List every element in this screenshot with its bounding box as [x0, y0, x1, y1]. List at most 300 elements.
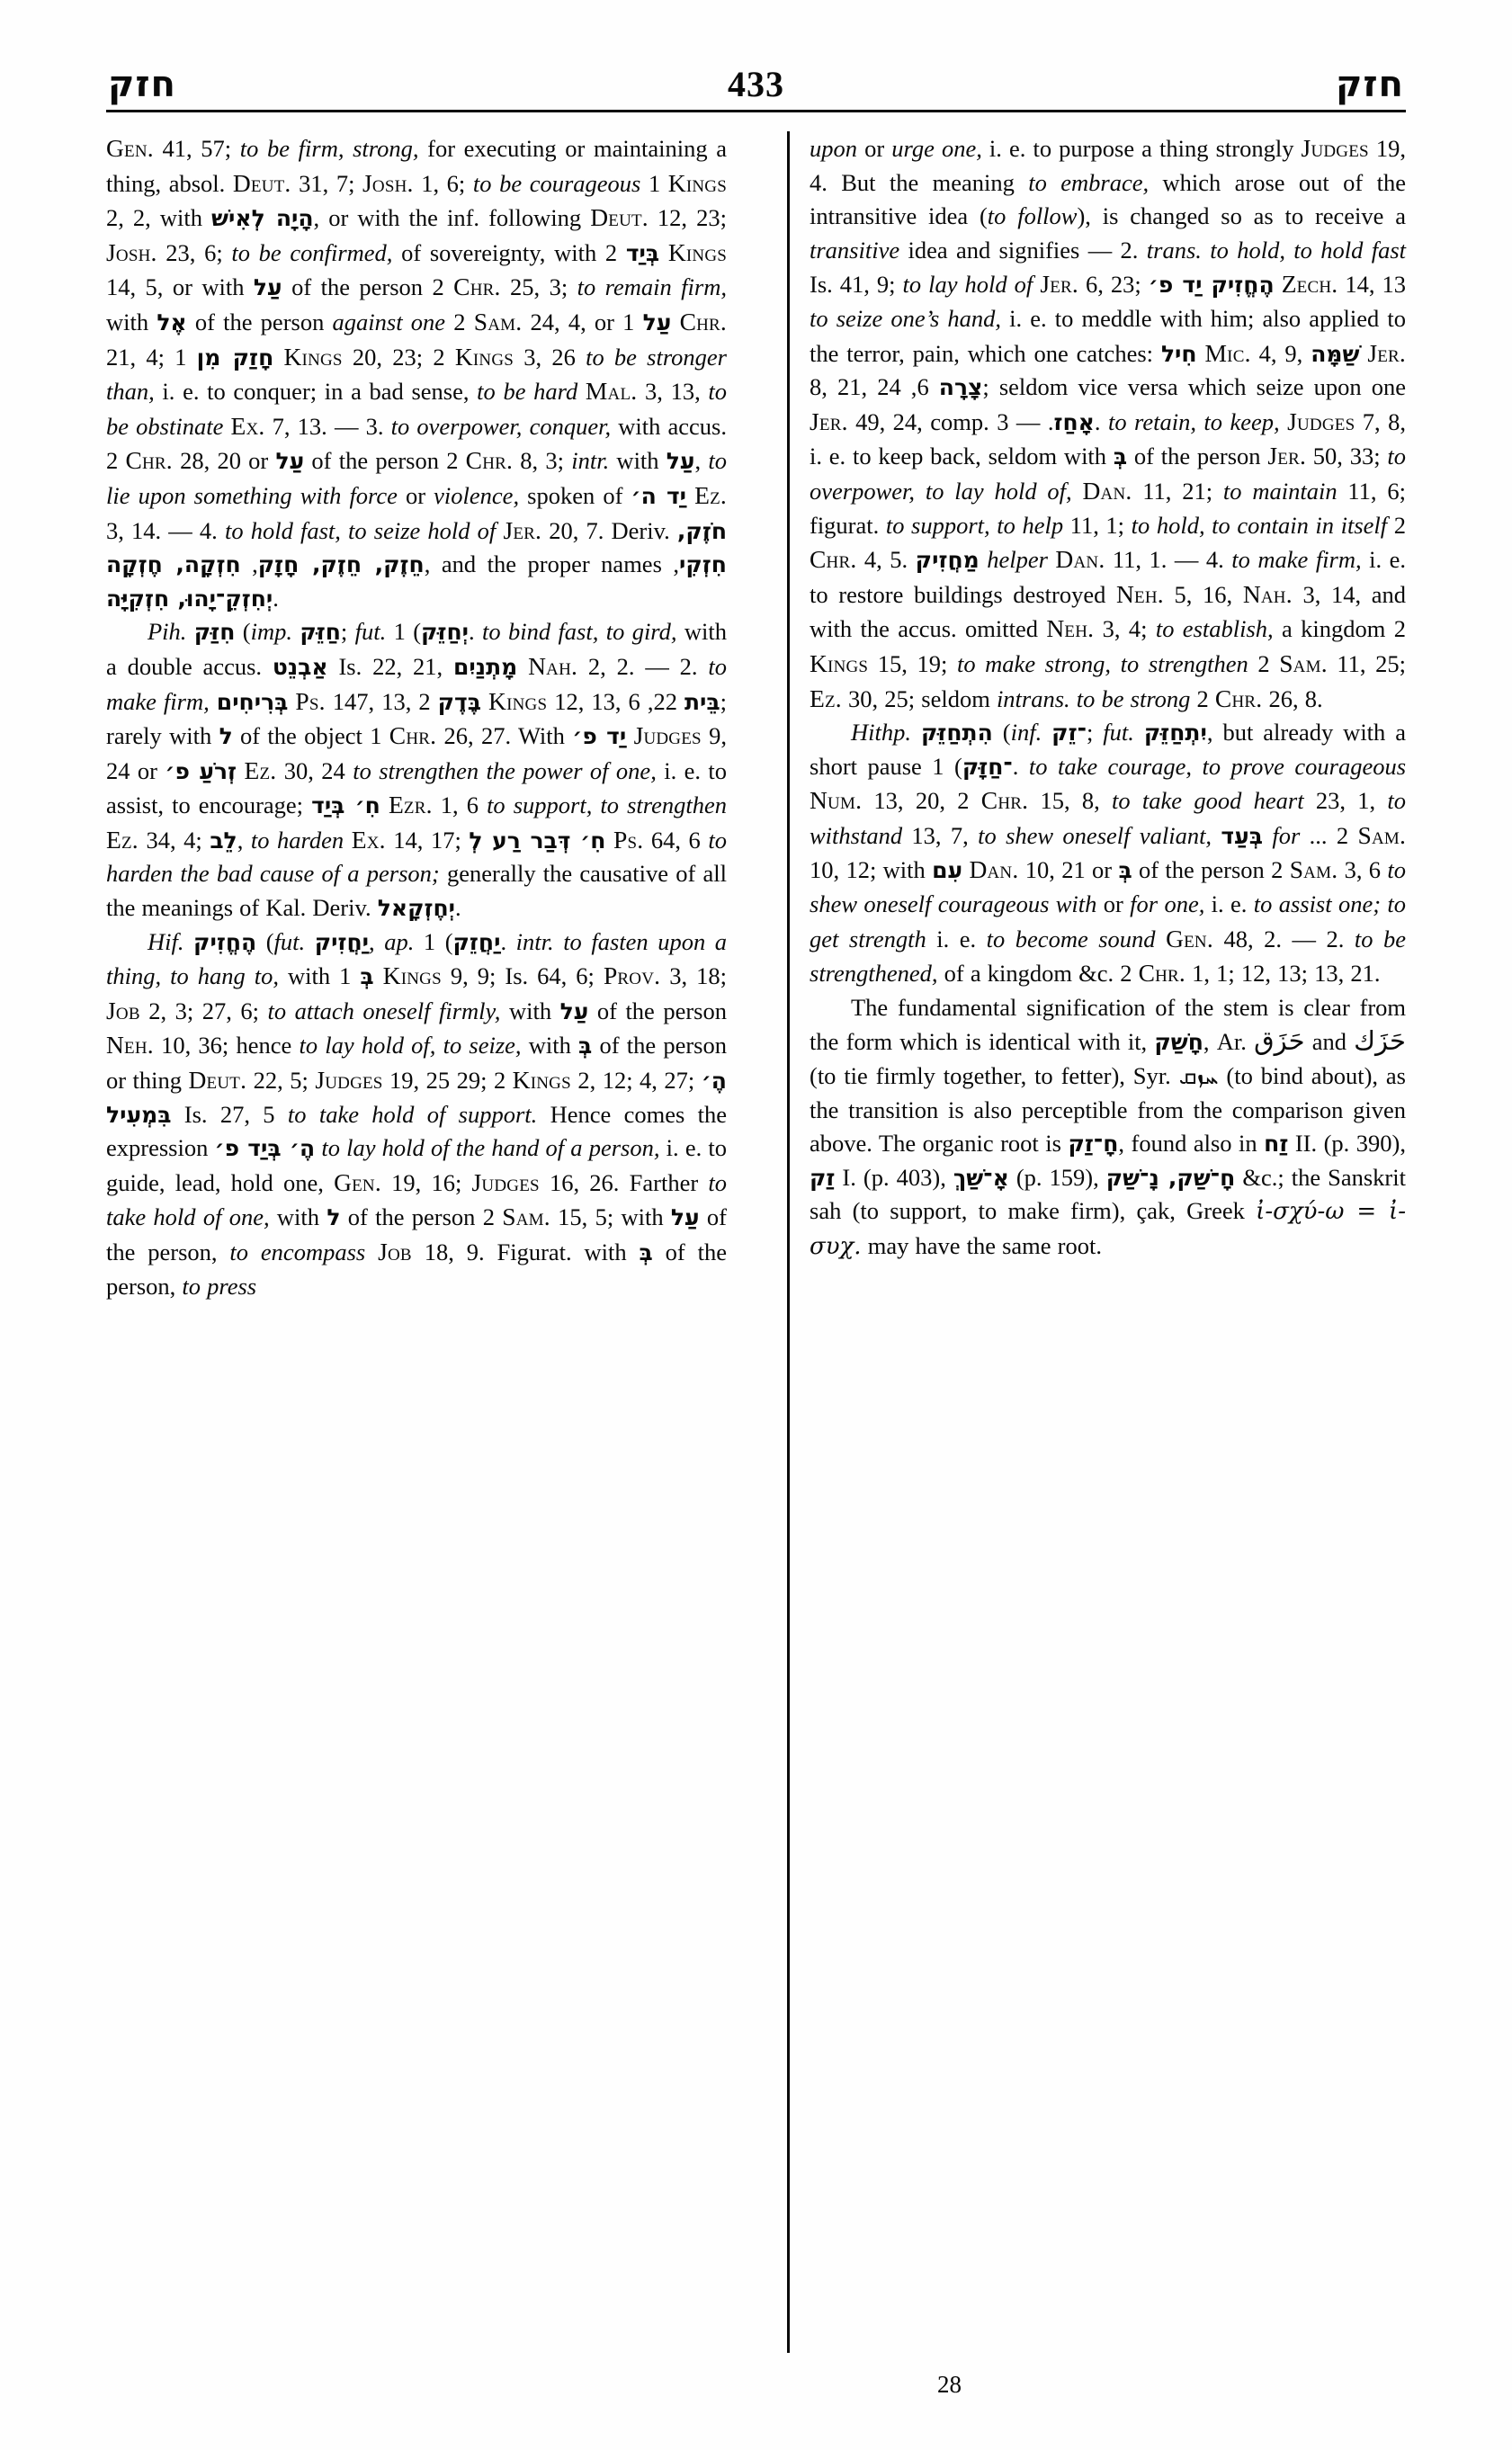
hebrew-word: מָתְנַיִם	[453, 653, 518, 680]
italic-gloss: to support, to help	[885, 511, 1064, 539]
scripture-reference: Kings	[810, 648, 869, 677]
hebrew-word: הֶחֱזִיק	[193, 928, 257, 955]
body-text	[1263, 822, 1272, 849]
hebrew-word: עַל	[275, 448, 305, 475]
body-text: spoken of	[519, 481, 631, 509]
body-text: 2, 2, with	[106, 204, 212, 232]
hebrew-word: ־חַזָּק	[962, 753, 1013, 780]
scripture-reference: Ez.	[106, 825, 139, 854]
syriac-word: ܚܙܩ	[1178, 1062, 1219, 1091]
body-text	[1156, 925, 1167, 952]
body-text	[626, 722, 633, 749]
scripture-reference: Judges	[315, 1066, 383, 1095]
body-text: 7, 13. — 3.	[264, 412, 391, 440]
hebrew-word: בֶּדֶק	[437, 688, 481, 715]
hebrew-word: חָ־זַק	[1068, 1131, 1119, 1158]
body-text: 12, 23;	[648, 204, 727, 232]
body-text	[184, 928, 194, 955]
body-text: 4, 5.	[856, 546, 916, 574]
body-text: i. e. to guide, lead, hold one,	[106, 1134, 728, 1196]
italic-gloss: fut.	[1103, 719, 1134, 747]
scripture-reference: Sam.	[502, 1203, 550, 1231]
scripture-reference: Jer.	[503, 515, 542, 544]
body-text: ) 1.	[932, 752, 1029, 780]
hebrew-word: אֶל	[157, 308, 187, 335]
body-text	[517, 653, 528, 680]
body-text: 1, 6	[432, 791, 488, 819]
body-text	[686, 482, 694, 509]
body-text: .	[273, 584, 279, 612]
hebrew-word: הֶ׳ בְּיַד פ׳	[214, 1135, 316, 1162]
body-text: ) 1.	[423, 927, 516, 955]
scripture-reference: Neh.	[106, 1031, 154, 1060]
body-text: 1	[640, 169, 668, 197]
body-text	[1275, 271, 1282, 298]
scripture-reference: Chr.	[125, 446, 173, 475]
body-text: with	[279, 962, 340, 990]
hebrew-word: לֵב	[210, 827, 237, 854]
body-text: 15, 19;	[868, 649, 957, 677]
hebrew-word: בְּיַד	[625, 239, 660, 266]
scripture-reference: Kings	[283, 342, 343, 371]
hebrew-word: זַק	[810, 1164, 836, 1191]
hebrew-word: חַזֵּק	[300, 619, 341, 646]
body-text: 26, 27. With	[436, 722, 573, 750]
italic-gloss: to make firm,	[1231, 546, 1362, 574]
body-text	[980, 546, 988, 573]
italic-gloss: to remain firm,	[577, 273, 727, 301]
body-text: 1	[174, 343, 284, 371]
scripture-reference: Job	[106, 996, 140, 1024]
italic-gloss: to press	[182, 1272, 257, 1300]
hebrew-word: עַל	[642, 308, 672, 335]
entry-paragraph	[810, 991, 1406, 1265]
body-text: 31, 7;	[291, 169, 363, 197]
scripture-reference: Judges	[471, 1167, 540, 1196]
body-text: with	[106, 308, 157, 335]
body-text: 12, 13,	[547, 687, 629, 715]
hebrew-word: בֵּית	[684, 688, 720, 715]
body-text: 1, 1; 12, 13; 13, 21.	[1185, 960, 1381, 988]
italic-gloss: intr.	[515, 927, 554, 955]
italic-gloss: to bind fast, to gird,	[482, 618, 677, 646]
scripture-reference: Sam.	[473, 307, 523, 335]
scripture-reference: Chr.	[453, 273, 501, 301]
body-text: of the person,	[106, 1238, 728, 1300]
body-text: 13, 7,	[902, 821, 979, 849]
italic-gloss: to make firm,	[106, 652, 728, 715]
italic-gloss: to support, to strengthen	[487, 791, 728, 819]
greek-word: ἰ-σχύ-ω = ἰ-συχ.	[810, 1198, 1406, 1260]
body-text: 1	[622, 308, 680, 335]
hebrew-word: עַל	[559, 997, 589, 1024]
body-text: ) 1.	[393, 618, 482, 646]
italic-gloss: trans. to hold, to hold fast	[1146, 236, 1406, 264]
italic-gloss: transitive	[810, 236, 900, 264]
italic-gloss: to fasten upon a thing, to hang to,	[106, 927, 727, 990]
italic-gloss: to make strong, to strengthen	[956, 649, 1248, 677]
body-text: 21, 4;	[106, 343, 175, 371]
italic-gloss: to be strengthened,	[810, 925, 1407, 988]
hebrew-word: מַחֲזִיק	[915, 547, 980, 574]
hebrew-word: יַד ה׳	[631, 482, 687, 509]
body-text: (	[235, 618, 251, 646]
scripture-reference: Kings	[488, 686, 548, 715]
hebrew-word: בְּ	[360, 963, 374, 990]
scripture-reference: Gen.	[334, 1167, 381, 1196]
hebrew-word: צָרָה	[938, 374, 983, 401]
hebrew-word: בְּרִיחִים	[216, 688, 289, 715]
italic-gloss: inf.	[1010, 719, 1042, 747]
hebrew-word: יִתְחַזֵּק	[1143, 720, 1207, 747]
scripture-reference: Nah.	[1242, 579, 1293, 608]
body-text: of the person	[1127, 443, 1268, 470]
scripture-reference: Dan.	[969, 855, 1019, 884]
body-text: 49, 24, comp.	[847, 407, 998, 435]
body-text	[911, 719, 921, 746]
scripture-reference: Deut.	[232, 168, 291, 197]
body-text	[386, 618, 393, 645]
hebrew-word: ־זֵק	[1051, 720, 1087, 747]
body-text: 3, 18;	[660, 962, 727, 990]
body-text: i. e.	[926, 925, 987, 952]
italic-gloss: to maintain	[1222, 477, 1338, 505]
scripture-reference: Ez.	[810, 684, 842, 712]
hebrew-word: חֹזֶק, חֵזֶק, חֵזֶק, חָזָק	[257, 517, 728, 578]
body-text: , found also in	[1118, 1130, 1265, 1158]
hebrew-word: אָחַז	[1053, 408, 1095, 435]
body-text: ;	[340, 618, 355, 646]
entry-paragraph	[106, 925, 727, 1304]
body-text: 11, 6; figurat.	[810, 477, 1406, 539]
hebrew-word: יְחַזֵּק	[421, 619, 470, 646]
scripture-reference: Kings	[667, 168, 727, 197]
body-text: ,	[369, 927, 385, 955]
body-text: 2	[1248, 649, 1280, 677]
scripture-reference: Neh.	[1115, 579, 1164, 608]
body-text: may have the same root.	[861, 1232, 1102, 1259]
body-text: 11, 1. — 4.	[1105, 546, 1232, 574]
body-text: 14, 5, or with	[106, 273, 254, 301]
hebrew-word: יַחֲזִיק	[314, 928, 370, 955]
running-head	[108, 47, 1404, 103]
hebrew-word: ל	[219, 723, 233, 750]
body-text: 4, 9,	[1250, 339, 1311, 367]
body-text	[1134, 719, 1144, 746]
hebrew-word: יְחֶזְקָאל	[377, 895, 456, 922]
body-text: 15, 5; with	[550, 1203, 671, 1231]
italic-gloss: Hithp.	[851, 719, 911, 747]
body-text: 10, 36; hence	[153, 1032, 300, 1060]
hebrew-word: אָ־שַׁךְ	[953, 1164, 1009, 1191]
italic-gloss: to be hard	[477, 378, 578, 406]
scripture-reference: Chr.	[465, 446, 514, 475]
italic-gloss: upon	[810, 135, 857, 162]
body-text: , Ar.	[1203, 1028, 1255, 1056]
scripture-reference: Deut.	[188, 1066, 247, 1095]
text-body	[106, 131, 1406, 2353]
body-text: of the person	[588, 997, 727, 1024]
scripture-reference: Ezr.	[388, 791, 433, 819]
hebrew-word: עִם	[932, 857, 963, 884]
italic-gloss: for one,	[1130, 890, 1205, 918]
body-text: of the person 2	[1132, 856, 1290, 884]
body-text: 30, 24	[276, 756, 353, 784]
body-text: sah	[810, 1197, 842, 1225]
italic-gloss: to attach oneself firmly,	[267, 997, 501, 1024]
body-text: 2	[418, 687, 489, 715]
body-text: 22, 5;	[246, 1067, 316, 1095]
body-text: or	[397, 481, 434, 509]
body-text: Hence comes the expression	[106, 1100, 728, 1162]
hebrew-word: הָיָה לְאִישׁ	[211, 205, 314, 232]
hebrew-word: בְּעַד	[1221, 822, 1263, 849]
scripture-reference: Chr.	[810, 545, 857, 574]
body-text: 2	[1387, 511, 1407, 539]
scripture-reference: Mal.	[585, 377, 638, 406]
running-head-left-headword: חזק	[108, 64, 176, 105]
body-text: 2	[445, 308, 474, 335]
body-text: 23, 6;	[157, 238, 232, 266]
scripture-reference: Mic.	[1204, 338, 1251, 367]
body-text: 2, 2. — 2.	[577, 652, 709, 680]
scripture-reference: Chr.	[389, 721, 437, 750]
body-text: with	[269, 1203, 327, 1231]
body-text: or	[857, 135, 892, 162]
body-text: (p. 159),	[1008, 1163, 1106, 1191]
scripture-reference: Kings	[667, 237, 728, 266]
body-text: 3, 14. — 4.	[106, 516, 225, 544]
hebrew-word: יַחֲזֵק	[452, 928, 501, 955]
body-text: and	[1304, 1028, 1355, 1056]
body-text: with	[500, 997, 560, 1024]
italic-gloss: fut.	[354, 618, 387, 646]
italic-gloss: to take courage, to prove courageous	[1028, 752, 1407, 780]
hebrew-word: בְּ	[1118, 857, 1132, 884]
body-text: , or with the inf. following	[313, 204, 591, 232]
scripture-reference: Deut.	[590, 203, 649, 232]
body-text: of the person,	[106, 1203, 727, 1265]
body-text: 3, 13,	[637, 378, 709, 406]
body-text: 22, 6; rarely with	[106, 687, 728, 750]
italic-gloss: to seize one’s hand,	[810, 304, 1002, 332]
body-text: 10, 12; with	[810, 856, 933, 884]
scripture-reference: Judges	[1287, 407, 1355, 435]
body-text: 11, 1;	[1063, 511, 1132, 539]
body-text: 50, 33;	[1306, 443, 1388, 470]
scripture-reference: Gen.	[1166, 924, 1213, 952]
hebrew-word: הֶחֱזִיק יַד פ׳	[1148, 272, 1275, 299]
scripture-reference: Sam.	[1357, 820, 1407, 849]
body-text: 64, 6	[643, 826, 709, 854]
body-text	[305, 928, 315, 955]
body-text: . — 3.	[997, 407, 1108, 435]
scripture-reference: Dan.	[1082, 476, 1132, 505]
body-text: 19, 4. But the meaning	[810, 135, 1407, 196]
body-text: i. e. to meddle with him; also applied to the terror, pain, which one catches:	[810, 304, 1406, 367]
body-text: i. e. to conquer; in a bad sense,	[154, 378, 478, 406]
italic-gloss: to overpower, conquer,	[390, 412, 612, 440]
body-text: 2, 3; 27, 6;	[139, 997, 268, 1024]
arabic-word: حَزَق	[1254, 1025, 1305, 1057]
body-text: 25, 3;	[500, 273, 577, 301]
italic-gloss: Pih.	[148, 618, 187, 646]
italic-gloss: to shew oneself valiant,	[978, 821, 1212, 849]
hebrew-word: זַח	[1264, 1131, 1289, 1158]
scripture-reference: Ps.	[295, 686, 326, 715]
body-text: 2	[604, 238, 668, 266]
italic-gloss: to follow	[987, 202, 1078, 230]
scripture-reference: Jer.	[1040, 270, 1078, 299]
right-column	[787, 131, 1406, 2353]
body-text: or	[1096, 890, 1131, 918]
body-text: 11, 21;	[1132, 477, 1223, 505]
body-text: 1, 6;	[413, 169, 473, 197]
body-text: (to support, to make firm), çak, Greek	[841, 1197, 1257, 1225]
italic-gloss: helper	[987, 546, 1048, 574]
scripture-reference: Jer.	[1367, 338, 1406, 367]
body-text: 48, 2. — 2.	[1212, 925, 1355, 952]
body-text: with	[521, 1032, 579, 1060]
italic-gloss: to shew oneself courageous with	[810, 856, 1407, 918]
body-text: i. e.	[1204, 890, 1254, 918]
body-text: 11, 25;	[1327, 649, 1406, 677]
italic-gloss: to lie upon something with force	[106, 447, 727, 509]
entry-paragraph	[106, 615, 727, 925]
body-text: for executing or maintaining a thing, absol.	[106, 135, 727, 197]
body-text: of the person	[186, 308, 333, 335]
italic-gloss: urge one,	[891, 135, 982, 162]
scripture-reference: Zech.	[1281, 270, 1338, 299]
body-text: i. e. to restore buildings destroyed	[810, 546, 1406, 608]
hebrew-word: חִיל	[1160, 340, 1197, 367]
body-text: 9, 9; Is. 64, 6;	[441, 962, 604, 990]
scripture-reference: Ps.	[613, 825, 644, 854]
body-text: ), is changed so as to receive a	[1077, 202, 1406, 230]
body-text: 3, 6	[1338, 856, 1388, 884]
body-text: 20, 7. Deriv.	[541, 516, 677, 544]
italic-gloss: to establish,	[1155, 615, 1274, 643]
body-text: I. (p. 403),	[835, 1163, 953, 1191]
body-text: with a double accus.	[106, 618, 727, 680]
body-text: 10, 21 or	[1018, 856, 1119, 884]
italic-gloss: intrans. to be strong	[996, 684, 1191, 712]
body-text: generally the causative of all the meanings of Kal. Deriv.	[106, 860, 727, 922]
body-text	[365, 1238, 378, 1265]
italic-gloss: to be stronger than,	[106, 343, 727, 406]
body-text	[414, 928, 424, 955]
scripture-reference: Prov.	[603, 961, 661, 990]
body-text: 1	[339, 962, 383, 990]
body-text: Is. 22, 21,	[327, 652, 453, 680]
body-text: .	[455, 894, 461, 922]
italic-gloss: intr.	[571, 447, 610, 475]
scripture-reference: Neh.	[1046, 614, 1095, 643]
italic-gloss: to withstand	[810, 787, 1407, 849]
italic-gloss: violence,	[434, 481, 520, 509]
body-text: 28, 20 or	[172, 447, 276, 475]
italic-gloss: imp.	[250, 618, 292, 646]
hebrew-word: חִזַּק	[193, 619, 236, 646]
italic-gloss: to become sound	[986, 925, 1156, 952]
body-text: 2, 12; 4, 27;	[570, 1067, 702, 1095]
entry-paragraph	[810, 131, 1406, 716]
body-text: with	[609, 447, 667, 475]
body-text: ... 2	[1300, 821, 1358, 849]
body-text: of a kingdom &c. 2	[937, 960, 1139, 988]
body-text	[1072, 478, 1083, 505]
hebrew-word: בְּ	[639, 1239, 653, 1265]
body-text: (to tie firmly together, to fetter), Syr.	[810, 1062, 1179, 1090]
hebrew-word: חִזְקִי	[679, 551, 727, 578]
hebrew-word: בְּ	[578, 1033, 593, 1060]
body-text: 18, 9. Figurat. with	[411, 1238, 640, 1265]
italic-gloss: to embrace,	[1028, 168, 1150, 196]
page-number: 433	[728, 64, 784, 104]
body-text: The fundamental signification of the stem is clear from the form which is identical with it,	[810, 993, 1406, 1056]
body-text: of the person 2	[340, 1203, 503, 1231]
body-text: ,	[694, 447, 709, 475]
body-text	[380, 791, 389, 818]
body-text: 20, 23; 2	[342, 343, 455, 371]
body-text: idea and signifies — 2.	[899, 236, 1147, 264]
body-text: , but already with a short pause	[810, 719, 1407, 780]
body-text	[210, 688, 217, 715]
body-text: 26, 8.	[1262, 684, 1323, 712]
scripture-reference: Kings	[454, 342, 514, 371]
body-text: 19, 25 29; 2	[382, 1067, 513, 1095]
body-text: Is. 41, 9;	[810, 271, 903, 299]
hebrew-word: חָשַׁק	[1154, 1029, 1203, 1056]
body-text: 14, 17;	[385, 826, 470, 854]
italic-gloss: to be firm, strong,	[239, 135, 419, 162]
italic-gloss: to lay hold of, to seize,	[299, 1032, 522, 1060]
body-text: , and the proper names	[424, 550, 674, 578]
italic-gloss: to overpower, to lay hold of,	[810, 443, 1406, 505]
italic-gloss: to be courageous	[472, 169, 641, 197]
scripture-reference: Ex.	[230, 411, 265, 440]
header-rule	[106, 110, 1406, 112]
body-text: 15, 8,	[1028, 787, 1113, 815]
scripture-reference: Judges	[1301, 134, 1369, 162]
scripture-reference: Josh.	[362, 168, 414, 197]
italic-gloss: for	[1272, 821, 1301, 849]
body-text: ,	[240, 550, 258, 578]
body-text: 14, 13	[1338, 271, 1407, 299]
italic-gloss: to hold, to contain in itself	[1131, 511, 1388, 539]
hebrew-word: יְחִזְקֵ־יָהוּ, חִזְקִיָּה	[106, 585, 273, 612]
hebrew-word: יַד פ׳	[572, 723, 627, 750]
arabic-word: حَزَك	[1354, 1025, 1406, 1057]
italic-gloss: to lay hold of	[902, 271, 1033, 299]
italic-gloss: ap.	[384, 927, 415, 955]
italic-gloss: to lay hold of the hand of a person,	[321, 1134, 660, 1162]
body-text: &c.; the Sanskrit	[1235, 1163, 1406, 1191]
body-text: II. (p. 390),	[1288, 1130, 1406, 1158]
body-text: of sovereignty, with	[392, 238, 605, 266]
scripture-reference: Jer.	[1267, 442, 1307, 470]
hebrew-word: זְרֹעַ פ׳	[165, 757, 237, 784]
body-text: which arose out of the intransitive idea (	[810, 168, 1406, 230]
body-text	[605, 827, 613, 854]
scripture-reference: Chr.	[1214, 684, 1263, 712]
scripture-reference: Josh.	[106, 237, 157, 266]
scripture-reference: Sam.	[1289, 855, 1338, 884]
scripture-reference: Jer.	[810, 407, 848, 435]
body-text: 9, 24 or	[106, 722, 728, 784]
body-text: 23, 1,	[1303, 787, 1388, 815]
left-column	[106, 131, 727, 2353]
